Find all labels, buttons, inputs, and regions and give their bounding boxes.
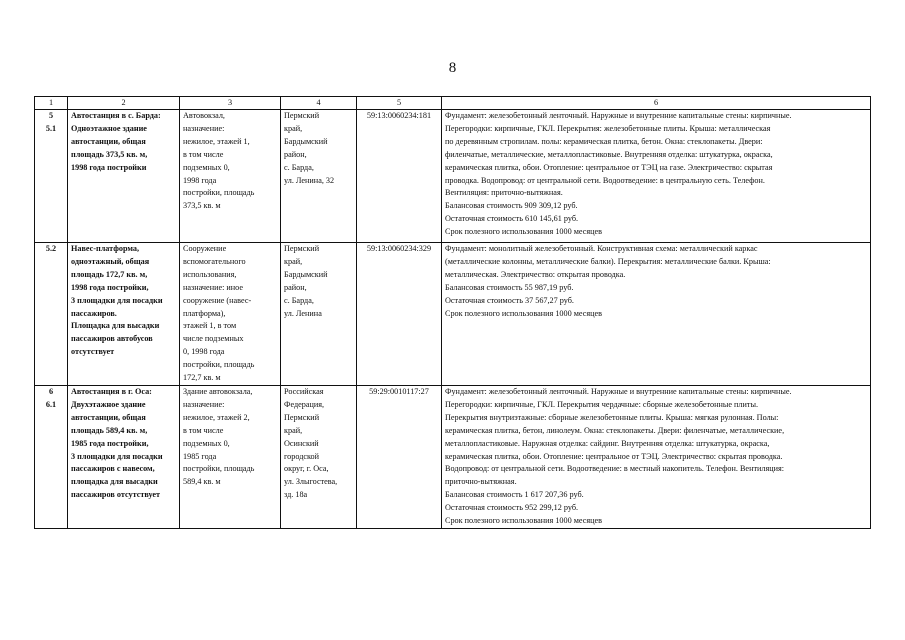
cell-text-line: площадь 589,4 кв. м,	[71, 425, 148, 435]
cell-text-line: Пермский	[284, 412, 320, 422]
cell-text-line: подземных 0,	[183, 438, 230, 448]
cell-text-line: Срок полезного использования 1000 месяцев	[445, 227, 603, 237]
cell-text-line: вспомогательного	[183, 256, 246, 266]
cell-text-line: пассажиров автобусов	[71, 334, 153, 344]
cell-text-line: Перекрытия внутриэтажные: сборные железобетонные плиты. Крыша: мягкая рулонная. Полы:	[445, 412, 779, 422]
table-body	[35, 110, 871, 529]
header-col-6: 6	[442, 97, 871, 110]
header-col-2: 2	[68, 97, 180, 110]
cell-text-line: платформа),	[183, 308, 226, 318]
cell-text-line: Фундамент: железобетонный ленточный. Наружные и внутренние капитальные стены: кирпичные.	[445, 386, 792, 396]
cell-text-line: керамическая плитка, обои. Отопление: центральное от ТЭЦ на газе. Электричество: скрытая	[445, 162, 773, 172]
cell-text-line: Российская	[284, 386, 324, 396]
cell-text-line: площадь 373,5 кв. м,	[71, 149, 148, 159]
cell-text-line: назначение:	[183, 399, 225, 409]
cell-text-line: числе подземных	[183, 334, 244, 344]
cell-text-line: (металлические колонны, металлические балки). Перекрытия: металлические балки. Крыша:	[445, 256, 771, 266]
cell-text-line: край,	[284, 123, 303, 133]
cell-text-line: Одноэтажное здание	[71, 123, 147, 133]
cell-text-line: Пермский	[284, 244, 320, 253]
cell-text-line: использования,	[183, 269, 237, 279]
cell-text-line: в том числе	[183, 425, 224, 435]
cell-text-line: постройки, площадь	[183, 188, 255, 198]
header-col-3: 3	[180, 97, 281, 110]
cell-text-line: с. Барда,	[284, 162, 314, 172]
cell-text-line: назначение:	[183, 123, 225, 133]
cell-text-line: 5.1	[45, 123, 57, 133]
object-purpose-cell	[180, 243, 281, 386]
cell-text-line: постройки, площадь	[183, 464, 255, 474]
object-purpose-cell	[180, 110, 281, 243]
cadastral-number-cell	[357, 110, 442, 243]
page-number: 8	[448, 60, 457, 76]
characteristics-cell	[442, 110, 871, 243]
cell-text-line: 1985 года	[183, 451, 217, 461]
cell-text-line: металлопластиковые. Наружная отделка: сайдинг. Внутренняя отделка: штукатурка, окраска,	[445, 438, 770, 448]
table-row	[35, 243, 871, 386]
object-purpose-cell	[180, 385, 281, 528]
cell-text-line: Срок полезного использования 1000 месяцев	[445, 516, 603, 526]
cell-text-line: 1998 года	[183, 175, 217, 185]
cell-text-line: с. Барда,	[284, 295, 314, 305]
cell-text-line: автостанции, общая	[71, 136, 146, 146]
property-registry-table	[34, 96, 871, 529]
cell-text-line: Площадка для высадки	[71, 321, 160, 331]
cell-text-line: 1985 года постройки,	[71, 438, 149, 448]
cell-text-line: Перегородки: кирпичные, ГКЛ. Перекрытия: железобетонные плиты. Крыша: металлическая	[445, 123, 771, 133]
cell-text-line: Срок полезного использования 1000 месяцев	[445, 308, 603, 318]
cell-text-line: ул. Ленина, 32	[284, 175, 335, 185]
cell-text-line: Балансовая стоимость 1 617 207,36 руб.	[445, 490, 584, 500]
cell-text-line: 59:13:0060234:181	[366, 111, 432, 120]
object-description-cell	[68, 385, 180, 528]
cell-text-line: в том числе	[183, 149, 224, 159]
cell-text-line: проводка. Водопровод: от центральной сети. Водоотведение: в центральную сеть. Телефон.	[445, 175, 765, 185]
cell-text-line: ул. Злыгостева,	[284, 477, 338, 487]
cell-text-line: Фундамент: монолитный железобетонный. Конструктивная схема: металлический каркас	[445, 244, 758, 253]
address-cell	[281, 243, 357, 386]
cell-text-line: Остаточная стоимость 952 299,12 руб.	[445, 503, 579, 513]
cell-text-line: 0, 1998 года	[183, 347, 225, 357]
cell-text-line: филенчатые, металлические, металлопластиковые. Внутренняя отделка: штукатурка, окраска,	[445, 149, 773, 159]
cell-text-line: керамическая плитка, бетон, линолеум. Окна: стеклопакеты. Двери: филенчатые, металлические,	[445, 425, 785, 435]
cell-text-line: район,	[284, 282, 307, 292]
cell-text-line: 1998 года постройки,	[71, 282, 149, 292]
cell-text-line: Водопровод: от центральной сети. Водоотведение: в местный накопитель. Телефон. Вентиляция:	[445, 464, 785, 474]
cell-text-line: городской	[284, 451, 320, 461]
cell-text-line: пассажиров.	[71, 308, 117, 318]
object-description-cell	[68, 110, 180, 243]
cadastral-number-cell	[357, 243, 442, 386]
cell-text-line: Остаточная стоимость 37 567,27 руб.	[445, 295, 574, 305]
address-cell	[281, 110, 357, 243]
cell-text-line: пассажиров с навесом,	[71, 464, 155, 474]
item-number-cell	[35, 243, 68, 386]
cell-text-line: 5.2	[45, 244, 57, 253]
cell-text-line: Двухэтажное здание	[71, 399, 146, 409]
cell-text-line: округ, г. Оса,	[284, 464, 329, 474]
cell-text-line: 5	[48, 111, 54, 120]
cell-text-line: Балансовая стоимость 909 309,12 руб.	[445, 201, 578, 211]
cell-text-line: Остаточная стоимость 610 145,61 руб.	[445, 214, 579, 224]
table-row	[35, 385, 871, 528]
cell-text-line: Бардымский	[284, 136, 328, 146]
header-col-5: 5	[357, 97, 442, 110]
cell-text-line: одноэтажный, общая	[71, 256, 150, 266]
cell-text-line: металлическая. Электричество: открытая проводка.	[445, 269, 626, 279]
cell-text-line: нежилое, этажей 1,	[183, 136, 250, 146]
cell-text-line: 1998 года постройки	[71, 162, 147, 172]
cell-text-line: 3 площадки для посадки	[71, 295, 163, 305]
cell-text-line: постройки, площадь	[183, 360, 255, 370]
table-header-row	[35, 97, 871, 110]
cell-text-line: по деревянным стропилам. полы: керамическая плитка, бетон. Окна: стеклопакеты. Двери:	[445, 136, 763, 146]
cell-text-line: край,	[284, 425, 303, 435]
cell-text-line: Осинский	[284, 438, 319, 448]
cell-text-line: отсутствует	[71, 347, 115, 357]
object-description-cell	[68, 243, 180, 386]
cell-text-line: 589,4 кв. м	[183, 477, 221, 487]
cell-text-line: 3 площадки для посадки	[71, 451, 163, 461]
cell-text-line: Пермский	[284, 111, 320, 120]
cell-text-line: 172,7 кв. м	[183, 373, 221, 383]
cell-text-line: район,	[284, 149, 307, 159]
cell-text-line: площадь 172,7 кв. м,	[71, 269, 148, 279]
cell-text-line: нежилое, этажей 2,	[183, 412, 250, 422]
cell-text-line: пассажиров отсутствует	[71, 490, 160, 500]
cell-text-line: Федерация,	[284, 399, 325, 409]
cell-text-line: Здание автовокзала,	[183, 386, 253, 396]
cell-text-line: Фундамент: железобетонный ленточный. Наружные и внутренние капитальные стены: кирпичные.	[445, 111, 792, 120]
cell-text-line: Автовокзал,	[183, 111, 225, 120]
item-number-cell	[35, 385, 68, 528]
item-number-cell	[35, 110, 68, 243]
characteristics-cell	[442, 243, 871, 386]
cell-text-line: Автостанция в г. Оса:	[71, 386, 152, 396]
cell-text-line: назначение: иное	[183, 282, 243, 292]
cell-text-line: подземных 0,	[183, 162, 230, 172]
cell-text-line: площадка для высадки	[71, 477, 158, 487]
cell-text-line: зд. 18а	[284, 490, 308, 500]
cell-text-line: приточно-вытяжная.	[445, 477, 517, 487]
cadastral-number-cell	[357, 385, 442, 528]
cell-text-line: край,	[284, 256, 303, 266]
header-col-4: 4	[281, 97, 357, 110]
cell-text-line: 373,5 кв. м	[183, 201, 221, 211]
cell-text-line: 59:13:0060234:329	[366, 244, 432, 253]
cell-text-line: 6.1	[45, 399, 57, 409]
cell-text-line: Автостанция в с. Барда:	[71, 111, 161, 120]
cell-text-line: Сооружение	[183, 244, 227, 253]
cell-text-line: Балансовая стоимость 55 987,19 руб.	[445, 282, 574, 292]
cell-text-line: этажей 1, в том	[183, 321, 237, 331]
cell-text-line: ул. Ленина	[284, 308, 322, 318]
cell-text-line: Вентиляция: приточно-вытяжная.	[445, 188, 563, 198]
table-row	[35, 110, 871, 243]
cell-text-line: Бардымский	[284, 269, 328, 279]
cell-text-line: автостанции, общая	[71, 412, 146, 422]
characteristics-cell	[442, 385, 871, 528]
cell-text-line: сооружение (навес-	[183, 295, 252, 305]
cell-text-line: керамическая плитка, обои. Отопление: центральное от ТЭЦ. Электричество: скрытая проводка.	[445, 451, 783, 461]
cell-text-line: Навес-платформа,	[71, 244, 140, 253]
header-col-1: 1	[35, 97, 68, 110]
cell-text-line: 6	[48, 386, 54, 396]
cell-text-line: 59:29:0010117:27	[369, 386, 429, 396]
cell-text-line: Перегородки: кирпичные, ГКЛ. Перекрытия чердачные: сборные железобетонные плиты.	[445, 399, 758, 409]
address-cell	[281, 385, 357, 528]
